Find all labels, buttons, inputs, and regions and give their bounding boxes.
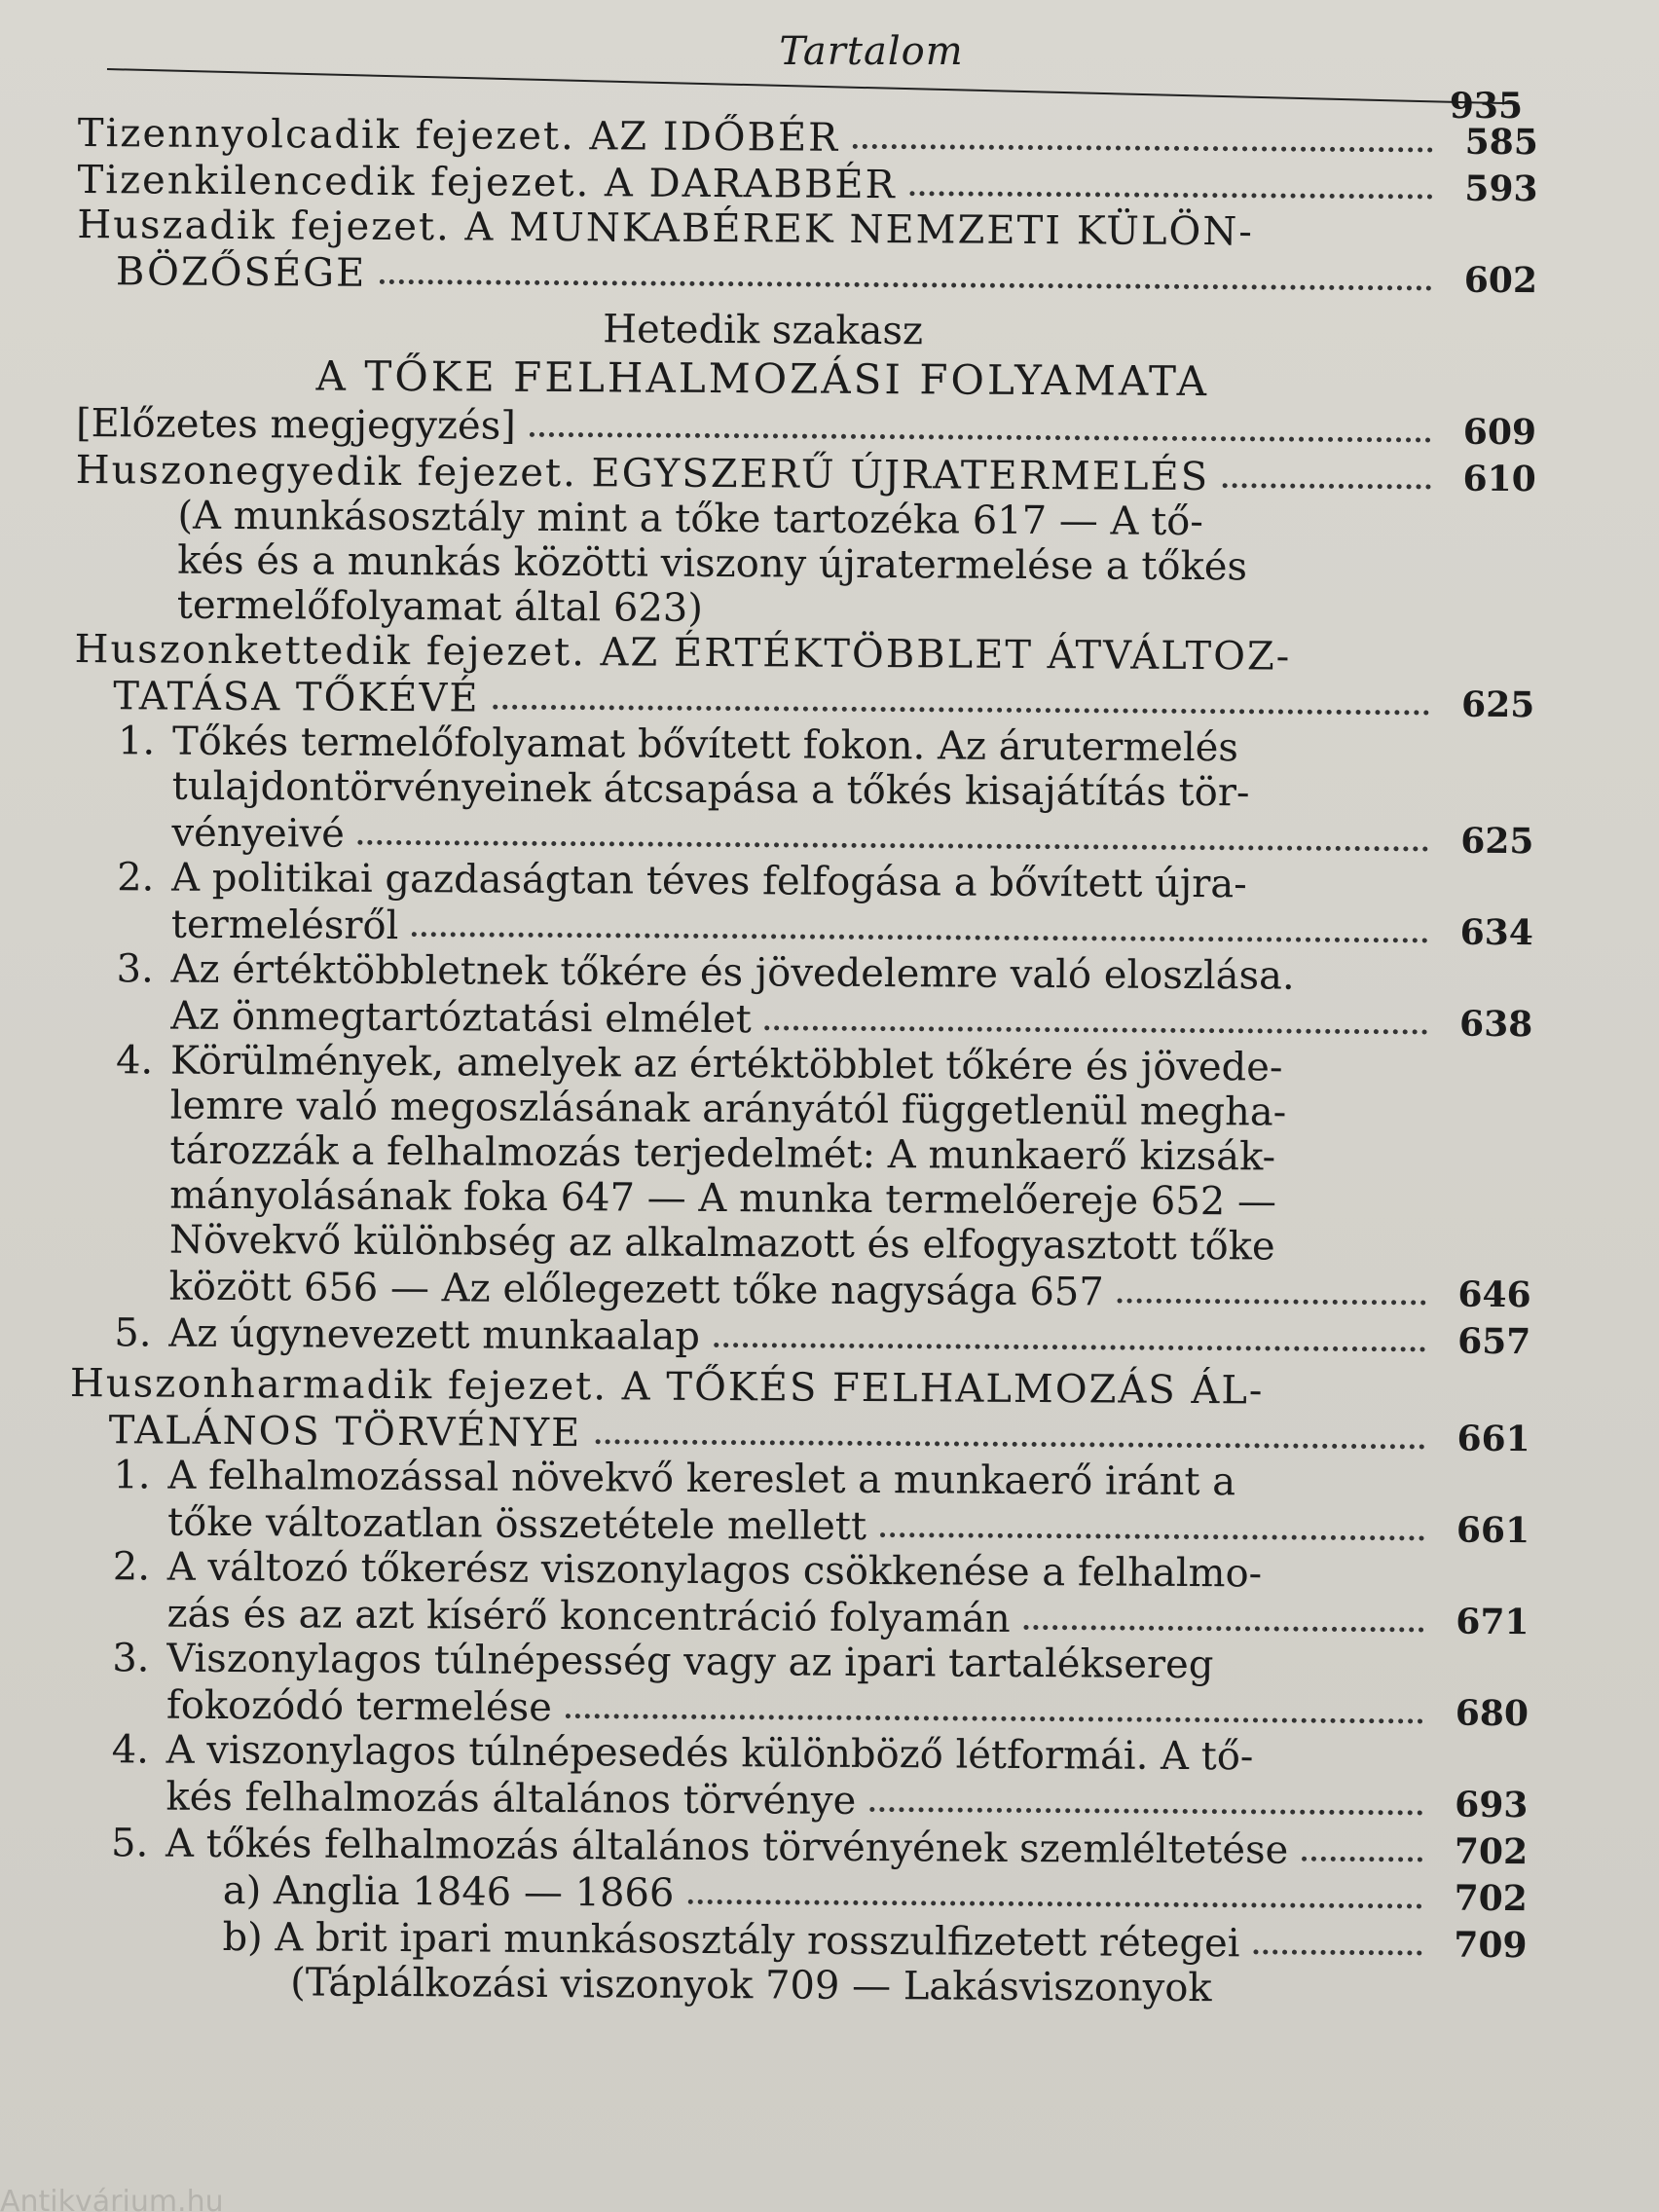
subsection-line: A viszonylagos túlnépesedés különböző létformái. A tő- — [166, 1727, 1254, 1780]
subsection-line: Viszonylagos túlnépesség vagy az ipari tartaléksereg — [166, 1636, 1214, 1688]
table-of-contents — [66, 109, 1538, 2012]
dot-leader — [566, 1714, 1423, 1723]
detail-line: kés és a munkás közötti viszony újratermelése a tőkés — [177, 537, 1248, 590]
subsection-line: között 656 — Az előlegezett tőke nagysága 657 — [168, 1264, 1104, 1315]
toc-entry-ch20-line1: Huszadik fejezet. A MUNKABÉREK NEMZETI KÜLÖN- — [77, 202, 1254, 255]
subsection-line: zás és az azt kísérő koncentráció folyamán — [166, 1591, 1011, 1641]
toc-entry-label: [Előzetes megjegyzés] — [75, 400, 516, 449]
dot-leader — [380, 279, 1432, 291]
toc-entry-label: BÖZŐSÉGE — [115, 249, 367, 296]
subsubsection-b — [222, 1915, 1527, 1968]
subsection-number: 3. — [112, 1636, 150, 1681]
toc-entry-label: Huszonegyedik fejezet. EGYSZERŰ ÚJRATERMELÉS — [75, 447, 1210, 500]
subsection-line: tulajdontörvényeinek átcsapása a tőkés kisajátítás tör- — [171, 763, 1250, 816]
dot-leader — [412, 932, 1428, 942]
toc-entry-page: 610 — [1462, 458, 1536, 500]
subsection-number: 1. — [113, 1453, 151, 1498]
footer-watermark: Antikvárium.hu — [0, 2185, 224, 2212]
toc-entry-page: 634 — [1459, 911, 1533, 954]
toc-entry-page: 709 — [1454, 1924, 1528, 1967]
toc-entry-page: 661 — [1456, 1509, 1530, 1552]
subsection-number: 4. — [111, 1727, 150, 1773]
subsubsection-b-detail: (Táplálkozási viszonyok 709 — Lakásviszonyok — [290, 1960, 1212, 2011]
subsection-1 — [113, 1453, 1530, 1553]
subsection-line: A felhalmozással növekvő kereslet a munkaerő iránt a — [167, 1453, 1236, 1505]
subsection-line: Az értéktöbbletnek tőkére és jövedelemre való eloszlása. — [170, 946, 1295, 999]
subsection-number: 2. — [117, 855, 155, 901]
toc-entry-page: 702 — [1454, 1830, 1529, 1873]
subsection-number: 5. — [110, 1821, 149, 1866]
dot-leader — [687, 1899, 1421, 1909]
dot-leader — [880, 1532, 1424, 1540]
ch22-subsections — [70, 719, 1534, 1364]
section-heading: Hetedik szakasz — [603, 307, 924, 354]
dot-leader — [530, 432, 1431, 443]
subsubsection-label: a) Anglia 1846 — 1866 — [222, 1867, 675, 1916]
subsubsection-a — [223, 1868, 1528, 1921]
subsection-3 — [116, 946, 1533, 1047]
subsubsection-label: b) A brit ipari munkásosztály rosszulfizetett rétegei — [222, 1914, 1240, 1967]
toc-entry-page: 693 — [1455, 1784, 1529, 1826]
dot-leader — [1118, 1299, 1426, 1306]
detail-line: termelőfolyamat által 623) — [176, 582, 704, 631]
subsection-line: tőke változatlan összetétele mellett — [166, 1499, 867, 1549]
subsection-2 — [117, 855, 1534, 955]
toc-entry-label: TALÁNOS TÖRVÉNYE — [108, 1408, 582, 1456]
toc-entry-page: 625 — [1461, 683, 1535, 726]
toc-entry-preliminary — [76, 401, 1536, 455]
toc-entry-ch22-line1: Huszonkettedik fejezet. AZ ÉRTÉKTÖBBLET ÁTVÁLTOZ- — [74, 626, 1292, 680]
dot-leader — [1223, 483, 1431, 489]
subsection-line: Körülmények, amelyek az értéktöbblet tőkére és jövede- — [169, 1038, 1283, 1090]
subsection-line: kés felhalmozás általános törvénye — [166, 1774, 857, 1824]
dot-leader — [1253, 1949, 1421, 1955]
toc-entry-label: Tizenkilencedik fejezet. A DARABBÉR — [77, 157, 897, 208]
toc-entry-ch18 — [78, 111, 1538, 165]
subsection-number: 1. — [117, 719, 156, 764]
subsection-5 — [111, 1821, 1528, 1874]
subsection-line: fokozódó termelése — [166, 1682, 553, 1731]
subsection-line: A tőkés felhalmozás általános törvényének szemléltetése — [165, 1821, 1289, 1873]
toc-entry-page: 625 — [1460, 820, 1534, 863]
subsection-line: lemre való megoszlásának arányától függetlenül megha- — [169, 1083, 1287, 1135]
toc-entry-page: 609 — [1462, 411, 1537, 454]
toc-entry-page: 646 — [1457, 1273, 1531, 1316]
toc-entry-page: 661 — [1456, 1418, 1530, 1460]
toc-entry-page: 702 — [1454, 1877, 1528, 1920]
subsection-line: vényeivé — [171, 810, 345, 857]
dot-leader — [910, 191, 1433, 199]
toc-entry-page: 680 — [1455, 1692, 1530, 1735]
subsection-line: mányolásának foka 647 — A munka termelőereje 652 — — [169, 1172, 1277, 1225]
toc-entry-page: 671 — [1456, 1601, 1530, 1643]
toc-entry-page: 657 — [1457, 1320, 1531, 1363]
dot-leader — [853, 144, 1433, 153]
subsection-number: 5. — [114, 1310, 152, 1356]
subsection-line: Növekvő különbség az alkalmazott és elfogyasztott tőke — [168, 1217, 1275, 1270]
subsection-3 — [112, 1636, 1530, 1736]
detail-line: (A munkásosztály mint a tőke tartozéka 617 — A tő- — [177, 493, 1203, 545]
dot-leader — [869, 1807, 1422, 1815]
subsection-line: A politikai gazdaságtan téves felfogása a bővített újra- — [171, 855, 1247, 907]
subsection-4 — [111, 1727, 1529, 1827]
running-header-title: Tartalom — [779, 29, 964, 74]
subsection-number: 4. — [115, 1038, 154, 1084]
dot-leader — [1024, 1625, 1424, 1633]
dot-leader — [595, 1439, 1424, 1449]
toc-entry-label: Tizennyolcadik fejezet. AZ IDŐBÉR — [77, 110, 840, 161]
subsection-line: termelésről — [170, 902, 399, 949]
subsection-2 — [112, 1544, 1530, 1644]
subsection-number: 2. — [112, 1544, 151, 1590]
toc-entry-page: 593 — [1464, 167, 1538, 210]
dot-leader — [714, 1343, 1425, 1351]
toc-entry-page: 602 — [1463, 259, 1538, 302]
subsection-line: Tőkés termelőfolyamat bővített fokon. Az árutermelés — [171, 719, 1239, 771]
subsection-line: Az önmegtartóztatási elmélet — [170, 993, 752, 1043]
subsection-5 — [114, 1310, 1530, 1364]
ch23-subsections — [66, 1453, 1530, 2012]
subsection-1 — [117, 719, 1534, 864]
toc-entry-page: 585 — [1464, 121, 1538, 164]
subsection-line: Az úgynevezett munkaalap — [168, 1310, 701, 1359]
toc-entry-ch23-line1: Huszonharmadik fejezet. A TŐKÉS FELHALMOZÁS ÁL- — [69, 1360, 1265, 1414]
section-title: A TŐKE FELHALMOZÁSI FOLYAMATA — [315, 351, 1210, 406]
subsection-line: A változó tőkerész viszonylagos csökkenése a felhalmo- — [166, 1544, 1263, 1597]
subsection-4 — [114, 1038, 1532, 1317]
toc-entry-ch21-detail — [177, 494, 1536, 637]
toc-entry-page: 638 — [1459, 1003, 1533, 1046]
dot-leader — [493, 705, 1429, 716]
toc-entry-ch20 — [116, 249, 1537, 303]
toc-entry-label: TATÁSA TŐKÉVÉ — [113, 674, 480, 721]
dot-leader — [765, 1025, 1428, 1034]
subsection-line: tározzák a felhalmozás terjedelmét: A munkaerő kizsák- — [169, 1127, 1276, 1180]
subsection-number: 3. — [116, 946, 154, 992]
page-number: 935 — [1449, 86, 1523, 127]
dot-leader — [358, 840, 1429, 852]
dot-leader — [1302, 1857, 1422, 1862]
